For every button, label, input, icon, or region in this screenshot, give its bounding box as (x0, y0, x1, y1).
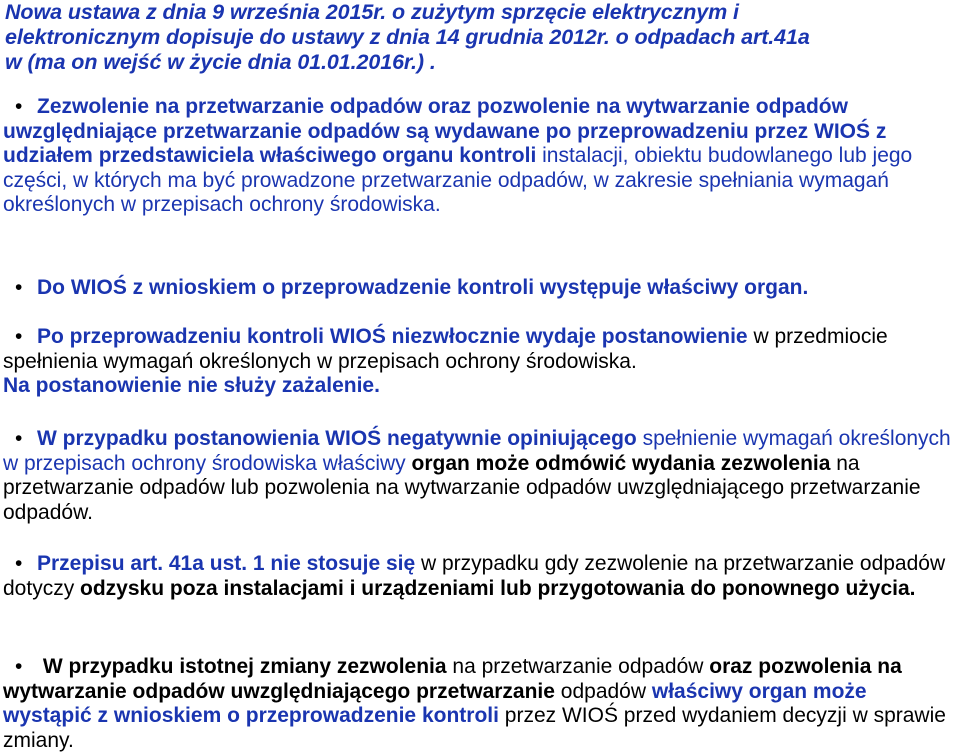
paragraph-text-bold: Przepisu art. 41a ust. 1 nie stosuje się (37, 552, 416, 575)
paragraph-text: instalacji, obiektu budowlanego lub jego części, w których ma być prowadzone przetwarzanie odpadów, w zakresie spełniania wymagań określonych w przepisach ochrony środowiska. (3, 144, 913, 216)
paragraph-decision (3, 325, 958, 399)
bullet-icon: • (15, 95, 23, 118)
paragraph-text-bold: właściwy organ może wystąpić z wnioskiem o przeprowadzenie kontroli (3, 679, 867, 727)
paragraph-text-bold: odzysku poza instalacjami i urządzeniami lub przygotowania do ponownego użycia. (80, 576, 916, 600)
heading-line-3: w (ma on wejść w życie dnia 01.01.2016r.) . (5, 50, 436, 74)
bullet-icon: • (15, 552, 23, 575)
paragraph-text: odpadów (554, 679, 652, 703)
paragraph-exclusion (3, 552, 958, 601)
paragraph-permit-control (3, 95, 958, 218)
paragraph-text: w przypadku gdy zezwolenie na przetwarzanie odpadów dotyczy (3, 552, 946, 600)
bullet-icon: • (15, 325, 23, 348)
heading-line-2: elektronicznym dopisuje do ustawy z dnia 14 grudnia 2012r. o odpadach art.41a (5, 25, 810, 49)
paragraph-text: na przetwarzanie odpadów (446, 655, 710, 678)
bullet-icon: • (15, 655, 23, 678)
paragraph-permit-change (3, 655, 958, 753)
paragraph-negative-opinion (3, 427, 958, 525)
paragraph-text-bold: W przypadku postanowienia WIOŚ negatywnie opiniującego (37, 427, 637, 450)
paragraph-text: spełnienie wymagań określonych w przepisach ochrony środowiska właściwy (3, 427, 951, 475)
document-heading (5, 0, 960, 75)
paragraph-text-bold: organ może odmówić wydania zezwolenia (411, 451, 831, 475)
paragraph-text-bold: Na postanowienie nie służy zażalenie. (3, 374, 380, 397)
paragraph-text: w przedmiocie spełnienia wymagań określonych w przepisach ochrony środowiska. (3, 325, 888, 373)
paragraph-text-bold: Po przeprowadzeniu kontroli WIOŚ niezwłocznie wydaje postanowienie (37, 325, 748, 348)
paragraph-text-bold: oraz pozwolenia na wytwarzanie odpadów uwzględniającego przetwarzanie (3, 655, 902, 703)
paragraph-text: na przetwarzanie odpadów lub pozwolenia na wytwarzanie odpadów uwzględniającego przetwarzanie odpadów. (3, 451, 921, 524)
heading-line-1: Nowa ustawa z dnia 9 września 2015r. o zużytym sprzęcie elektrycznym i (5, 0, 739, 24)
paragraph-text: przez WIOŚ przed wydaniem decyzji w sprawie zmiany. (3, 704, 946, 752)
paragraph-text-bold: Zezwolenie na przetwarzanie odpadów oraz pozwolenie na wytwarzanie odpadów uwzględniające przetwarzanie odpadów są wydawane po przeprowadzeniu przez WIOŚ z udziałem przedstawiciela właściwego organu kontroli (3, 95, 887, 167)
bullet-icon: • (15, 276, 23, 299)
bullet-icon: • (15, 427, 23, 450)
paragraph-request (3, 276, 958, 301)
paragraph-text-bold: Do WIOŚ z wnioskiem o przeprowadzenie kontroli występuje właściwy organ. (37, 276, 809, 299)
paragraph-text-bold: W przypadku istotnej zmiany zezwolenia (37, 655, 447, 678)
